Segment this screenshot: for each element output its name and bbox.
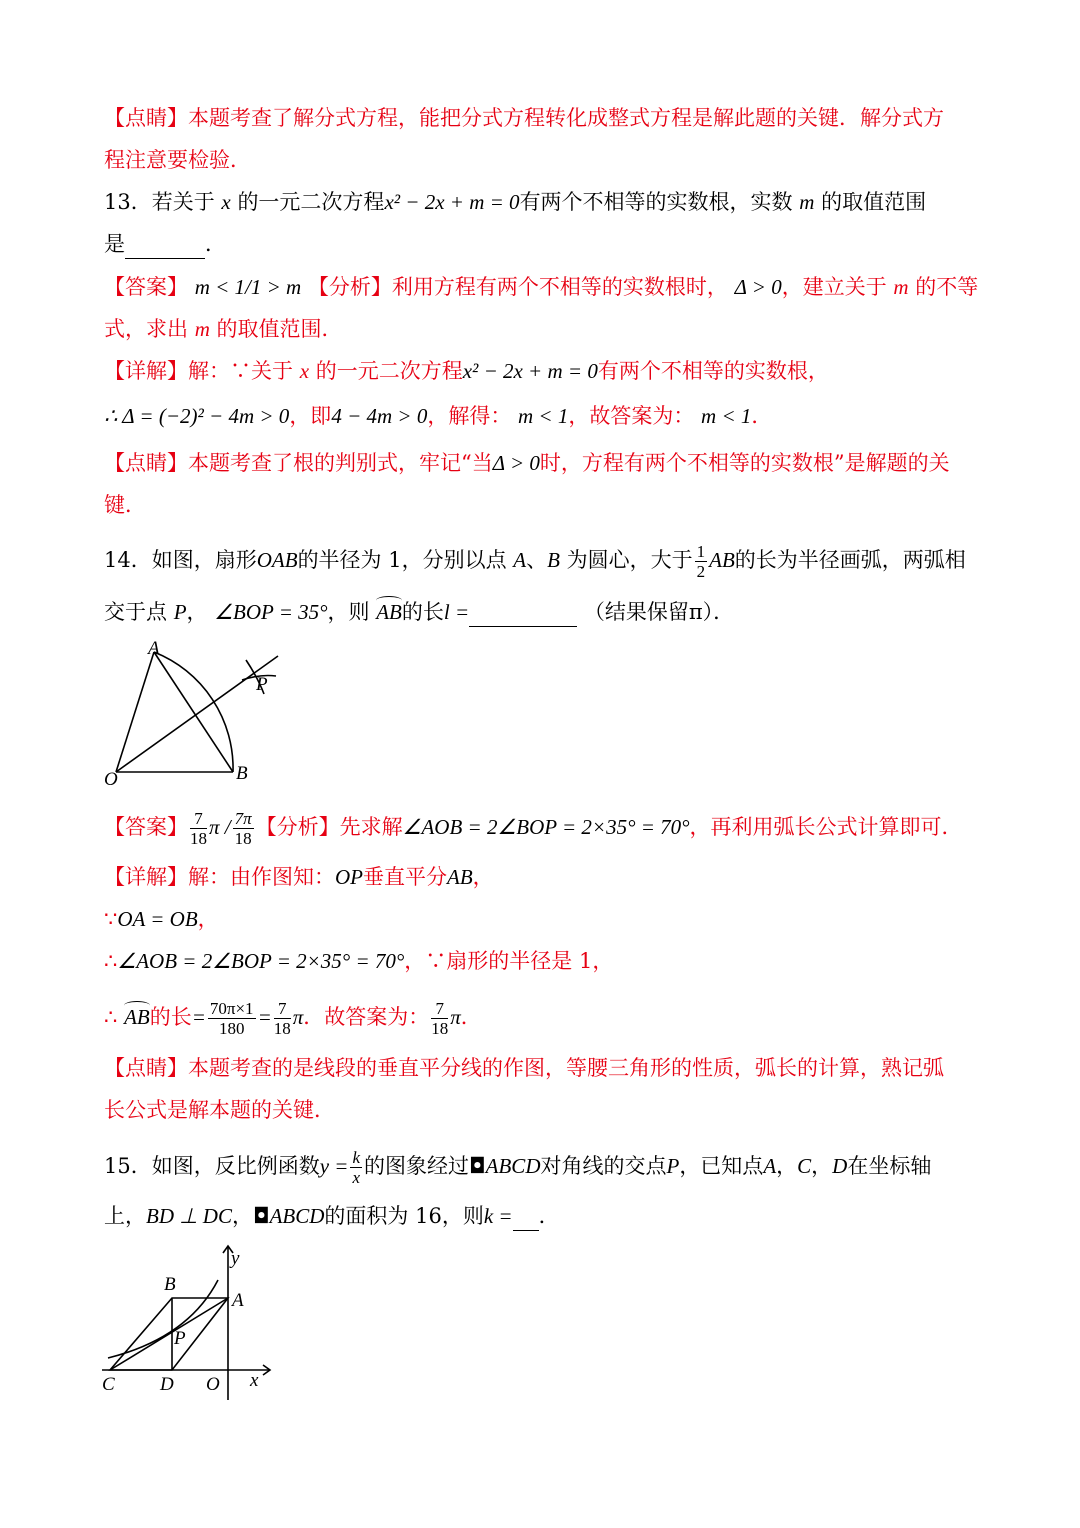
label-o: O <box>104 769 118 788</box>
q14-detail-line1: 【详解】解：由作图知：OP垂直平分AB， <box>104 865 494 889</box>
q14-answer-blank <box>469 604 577 627</box>
q13-note-line1: 【点睛】本题考查了根的判别式，牢记“当Δ > 0时，方程有两个不相等的实数根”是解题的关 <box>104 451 950 475</box>
diagonal-ca <box>110 1298 228 1370</box>
label-x: x <box>250 1370 259 1391</box>
q14-note-line1: 【点睛】本题考查的是线段的垂直平分线的作图，等腰三角形的性质，弧长的计算，熟记弧 <box>104 1056 944 1080</box>
q14-half-fraction: $\frac{1}{2}$ <box>696 542 706 581</box>
q15-parallelogram-figure <box>98 1240 278 1400</box>
label-p: P <box>256 674 268 695</box>
q14-answer-frac2: $\frac{7\pi}{18}$ <box>234 809 252 848</box>
q14-detail-frac3: $\frac{7}{18}$ <box>431 999 449 1038</box>
label-b: B <box>236 763 248 784</box>
q13-detail-line1: 【详解】解：∵关于 x 的一元二次方程x² − 2x + m = 0有两个不相等的实数根， <box>104 359 829 383</box>
label-d: D <box>160 1374 174 1395</box>
q14-detail-frac2: $\frac{7}{18}$ <box>273 999 291 1038</box>
q15-k-over-x: $\frac{k}{x}$ <box>352 1148 361 1187</box>
label-p: P <box>174 1328 186 1349</box>
q13-detail-line2: ∴ Δ = (−2)² − 4m > 0，即4 − 4m > 0，解得： m < 1，故答案为： m < 1． <box>104 404 773 428</box>
label-o: O <box>206 1374 220 1395</box>
q13-note-line2: 键． <box>104 493 146 517</box>
q14-question-line2: 交于点 P， ∠BOP = 35°，则 AB的长l = （结果保留π）． <box>104 597 980 627</box>
q13-question-line2: 是 ． <box>104 229 980 259</box>
q15-question-line2: 上，BD ⊥ DC，◘ABCD的面积为 16，则k = ． <box>104 1201 980 1231</box>
q14-detail-line2: ∵OA = OB， <box>104 907 219 931</box>
label-c: C <box>102 1374 115 1395</box>
q14-sector-figure <box>100 638 290 788</box>
q12-note-line1: 【点睛】本题考查了解分式方程，能把分式方程转化成整式方程是解此题的关键．解分式方 <box>104 106 944 130</box>
q14-answer-frac1: $\frac{7}{18}$ <box>190 809 207 848</box>
label-a: A <box>232 1290 244 1311</box>
q14-detail-arc-ab: AB <box>124 1005 150 1029</box>
label-b: B <box>164 1274 176 1295</box>
q14-answer-line: 【答案】 $\frac{7}{18}$ π / $\frac{7\pi}{18}$ 【分析】先求解∠AOB = 2∠BOP = 2×35° = 70°，再利用弧长公式计算即可． <box>104 809 963 848</box>
hyperbola-branch <box>108 1280 218 1358</box>
q14-arc-ab: AB <box>376 600 402 624</box>
segment-ab <box>154 652 233 772</box>
q13-answer-line: 【答案】 m < 1/1 > m 【分析】利用方程有两个不相等的实数根时， Δ > 0，建立关于 m 的不等 <box>104 275 979 299</box>
q14-note-line2: 长公式是解本题的关键． <box>104 1098 335 1122</box>
label-y: y <box>231 1248 240 1269</box>
q12-note-line2: 程注意要检验． <box>104 148 251 172</box>
q14-detail-line3: ∴∠AOB = 2∠BOP = 2×35° = 70°，∵扇形的半径是 1， <box>104 949 614 973</box>
q15-question-line1: 15．如图，反比例函数y = $\frac{k}{x}$ 的图象经过◘ABCD对角线的交点P，已知点A，C，D在坐标轴 <box>104 1148 932 1187</box>
q14-detail-frac1: $\frac{70\pi\times 1}{180}$ <box>209 999 254 1038</box>
q14-detail-line4: ∴ AB的长= $\frac{70\pi\times 1}{180}$ = $\frac{7}{18}$ π．故答案为： $\frac{7}{18}$ π． <box>104 999 482 1038</box>
q14-question-line1: 14．如图，扇形OAB的半径为 1，分别以点 A、B 为圆心，大于 $\frac{1}{2}$ AB的长为半径画弧，两弧相 <box>104 542 966 581</box>
q13-answer-blank <box>125 236 205 259</box>
q15-answer-blank <box>513 1208 539 1231</box>
q13-question-line1: 13．若关于 x 的一元二次方程x² − 2x + m = 0有两个不相等的实数根，实数 m 的取值范围 <box>104 190 927 214</box>
q13-analysis-line2: 式，求出 m 的取值范围． <box>104 317 343 341</box>
segment-oa <box>116 652 154 772</box>
label-a: A <box>148 638 160 659</box>
